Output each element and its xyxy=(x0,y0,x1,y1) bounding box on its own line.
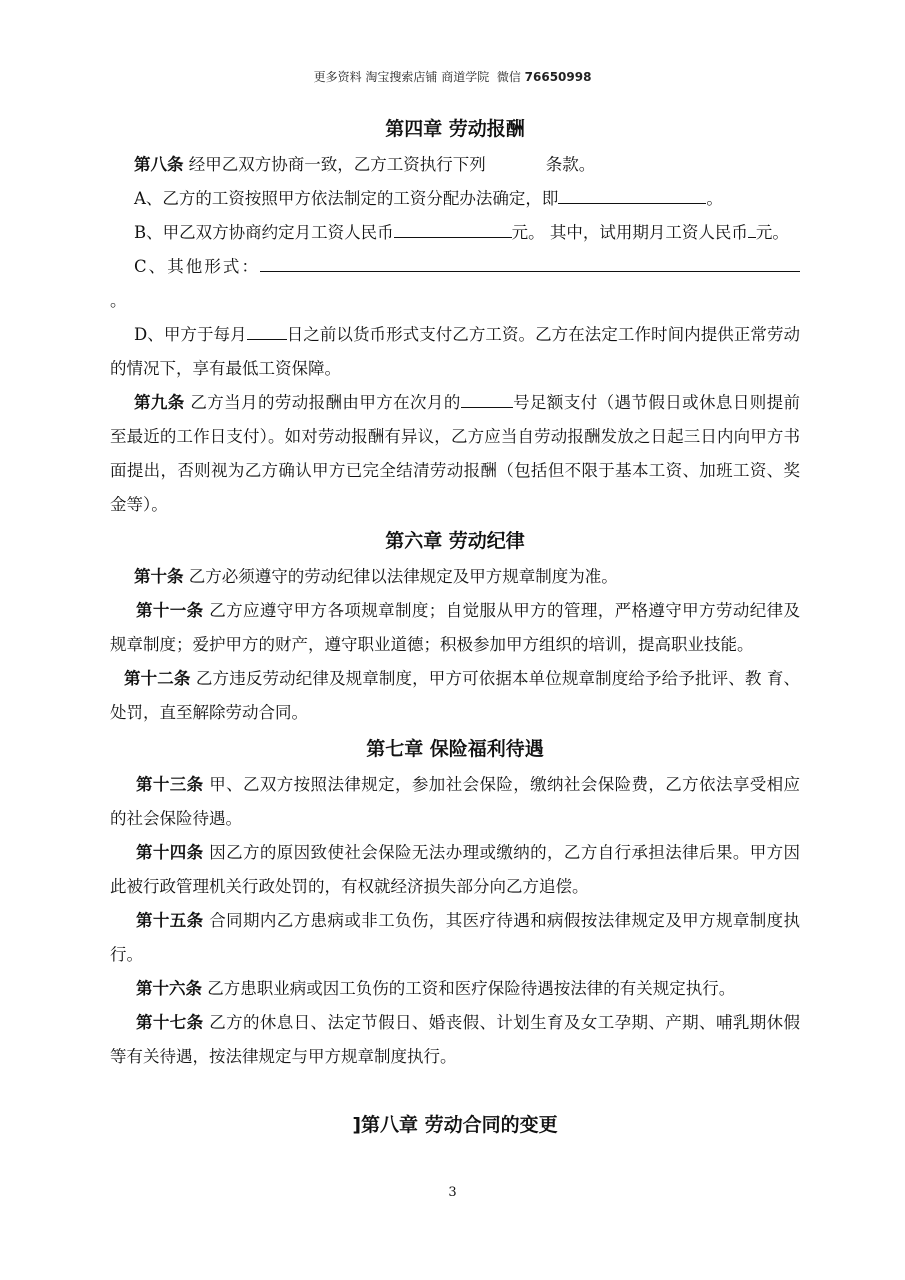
item-b-mid: 元。 其中，试用期月工资人民币 xyxy=(511,223,748,242)
item-a-text: A、乙方的工资按照甲方依法制定的工资分配办法确定，即 xyxy=(134,189,559,208)
article-8 xyxy=(110,148,800,182)
article-9 xyxy=(110,386,800,522)
article-8-item-b xyxy=(110,216,800,250)
article-17-label: 第十七条 xyxy=(136,1013,204,1032)
item-a-end: 。 xyxy=(706,189,723,208)
article-12-text: 乙方违反劳动纪律及规章制度，甲方可依据本单位规章制度给予给予批评、教 育、处罚，直至解除劳动合同。 xyxy=(110,669,801,722)
article-15-text: 合同期内乙方患病或非工负伤，其医疗待遇和病假按法律规定及甲方规章制度执行。 xyxy=(110,911,801,964)
item-b-probation-blank[interactable] xyxy=(748,219,756,238)
item-c-text: C、其他形式： xyxy=(134,257,260,276)
article-16-text: 乙方患职业病或因工负伤的工资和医疗保险待遇按法律的有关规定执行。 xyxy=(202,979,736,998)
item-d-blank[interactable] xyxy=(247,321,287,340)
chapter-4-title: 第四章 劳动报酬 xyxy=(385,118,525,140)
item-b-salary-blank[interactable] xyxy=(394,219,512,238)
article-13 xyxy=(110,768,800,836)
item-c-blank[interactable] xyxy=(260,253,800,272)
chapter-7-title: 第七章 保险福利待遇 xyxy=(366,738,544,760)
article-8-text-b: 条款。 xyxy=(545,155,596,174)
chapter-8-title: ]第八章 劳动合同的变更 xyxy=(352,1114,558,1136)
article-13-text: 甲、乙双方按照法律规定，参加社会保险，缴纳社会保险费，乙方依法享受相应的社会保险待遇。 xyxy=(110,775,801,828)
header-note xyxy=(0,68,905,85)
article-9-text-a: 乙方当月的劳动报酬由甲方在次月的 xyxy=(184,393,461,412)
item-b-end: 元。 xyxy=(755,223,789,242)
item-d-text: D、甲方于每月 xyxy=(134,325,247,344)
document-body xyxy=(110,110,800,1144)
article-10 xyxy=(110,560,800,594)
page-number: 3 xyxy=(448,1185,457,1200)
article-15 xyxy=(110,904,800,972)
header-note-number: 76650998 xyxy=(524,70,592,84)
item-d-rest: 日之前以货币形式支付乙方工资。乙方在法定工作时间内提供正常劳动的情况下，享有最低工资保障。 xyxy=(110,325,801,378)
item-a-blank[interactable] xyxy=(558,185,706,204)
article-12 xyxy=(110,662,800,730)
article-11-text: 乙方应遵守甲方各项规章制度；自觉服从甲方的管理，严格遵守甲方劳动纪律及规章制度；爱护甲方的财产，遵守职业道德；积极参加甲方组织的培训，提高职业技能。 xyxy=(110,601,801,654)
article-16-label: 第十六条 xyxy=(136,979,202,998)
item-c-end: 。 xyxy=(110,291,127,310)
item-b-text: B、甲乙双方协商约定月工资人民币 xyxy=(134,223,394,242)
article-9-label: 第九条 xyxy=(134,393,185,412)
article-12-label: 第十二条 xyxy=(124,669,191,688)
article-8-label: 第八条 xyxy=(134,155,184,174)
article-10-text: 乙方必须遵守的劳动纪律以法律规定及甲方规章制度为准。 xyxy=(183,567,618,586)
article-15-label: 第十五条 xyxy=(136,911,204,930)
article-9-text-b: 号足额支付（遇节假日或休息日则提前至最近的工作日支付）。如对劳动报酬有异议，乙方应当自劳动报酬发放之日起三日内向甲方书面提出，否则视为乙方确认甲方已完全结清劳动报酬（包括但不限于基本工资、加班工资、奖金等）。 xyxy=(110,393,801,514)
article-16 xyxy=(110,972,800,1006)
article-13-label: 第十三条 xyxy=(136,775,204,794)
article-8-text-a: 经甲乙双方协商一致，乙方工资执行下列 xyxy=(183,155,486,174)
article-17 xyxy=(110,1006,800,1074)
article-11 xyxy=(110,594,800,662)
article-10-label: 第十条 xyxy=(134,567,184,586)
article-14-text: 因乙方的原因致使社会保险无法办理或缴纳的，乙方自行承担法律后果。甲方因此被行政管理机关行政处罚的，有权就经济损失部分向乙方追偿。 xyxy=(110,843,801,896)
article-8-item-c xyxy=(110,250,800,318)
header-note-text: 更多资料 淘宝搜索店铺 商道学院 微信 xyxy=(313,70,525,84)
article-8-item-d xyxy=(110,318,800,386)
article-17-text: 乙方的休息日、法定节假日、婚丧假、计划生育及女工孕期、产期、哺乳期休假等有关待遇，按法律规定与甲方规章制度执行。 xyxy=(110,1013,801,1066)
article-8-item-a xyxy=(110,182,800,216)
article-11-label: 第十一条 xyxy=(136,601,204,620)
article-9-blank[interactable] xyxy=(461,389,513,408)
section-spacer xyxy=(110,1074,800,1106)
article-14 xyxy=(110,836,800,904)
article-14-label: 第十四条 xyxy=(136,843,204,862)
chapter-6-title: 第六章 劳动纪律 xyxy=(385,530,525,552)
